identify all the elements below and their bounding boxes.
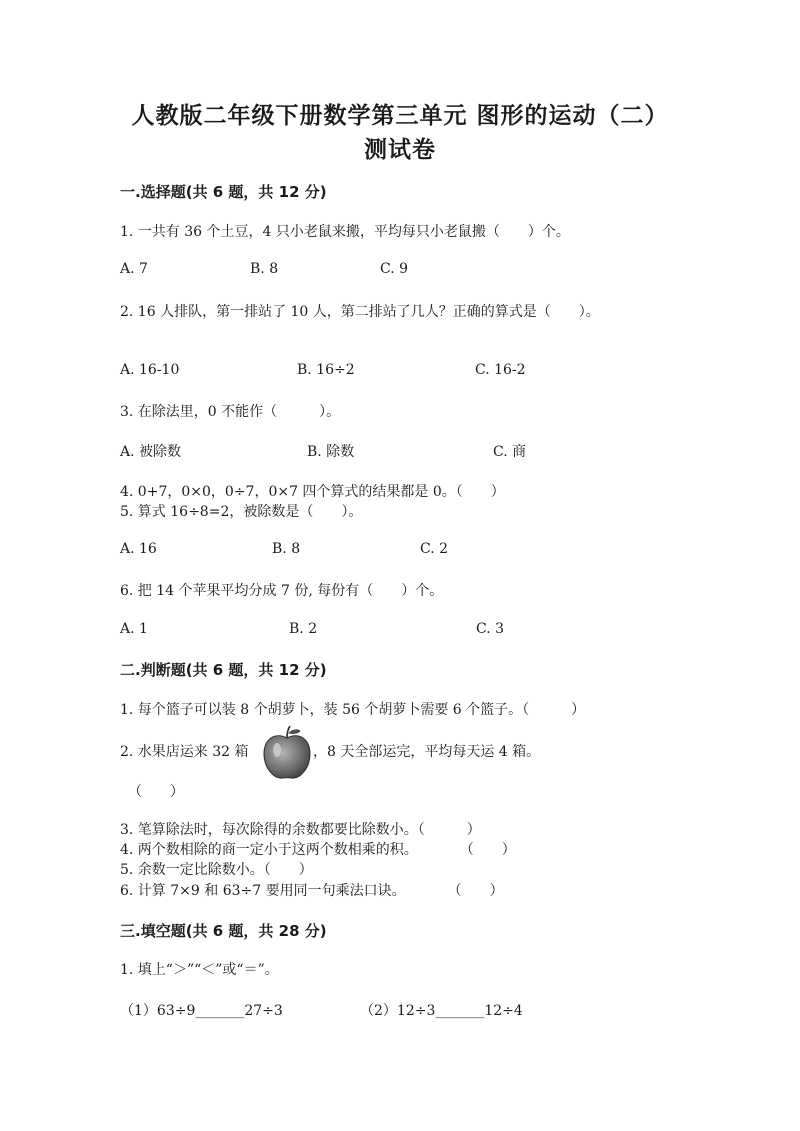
section-heading-judge: 二.判断题(共 6 题，共 12 分) xyxy=(120,661,327,679)
question-2-2-suffix: ，8 天全部运完，平均每天运 4 箱。 xyxy=(313,744,541,760)
apple-image xyxy=(262,724,312,780)
option-c: C. 9 xyxy=(380,261,409,277)
fill-item-1: （1）63÷9_______27÷3 xyxy=(120,1003,283,1019)
option-c: C. 商 xyxy=(493,444,527,460)
option-b: B. 8 xyxy=(250,261,279,277)
section-heading-fill: 三.填空题(共 6 题，共 28 分) xyxy=(120,922,327,940)
question-2-1: 1. 每个篮子可以装 8 个胡萝卜，装 56 个胡萝卜需要 6 个篮子。（ ） xyxy=(120,702,586,718)
answer-blank: （ ） xyxy=(128,784,184,800)
question-1-4: 4. 0+7，0×0，0÷7，0×7 四个算式的结果都是 0。（ ） xyxy=(120,484,505,500)
page-title: 人教版二年级下册数学第三单元 图形的运动（二） xyxy=(131,103,669,129)
option-c: C. 2 xyxy=(420,541,449,557)
option-b: B. 16÷2 xyxy=(297,362,355,378)
question-2-4: 4. 两个数相除的商一定小于这两个数相乘的积。 （ ） xyxy=(120,842,516,858)
option-a: A. 1 xyxy=(120,621,148,637)
question-1-3: 3. 在除法里，0 不能作（ ）。 xyxy=(120,404,341,420)
fill-item-2: （2）12÷3_______12÷4 xyxy=(360,1003,523,1019)
page-subtitle: 测试卷 xyxy=(364,137,436,163)
option-c: C. 3 xyxy=(476,621,505,637)
question-2-3: 3. 笔算除法时，每次除得的余数都要比除数小。（ ） xyxy=(120,822,481,838)
question-3-1: 1. 填上“＞”“＜”或“＝”。 xyxy=(120,962,279,978)
option-b: B. 8 xyxy=(272,541,301,557)
question-1-2: 2. 16 人排队，第一排站了 10 人，第二排站了几人？正确的算式是（ ）。 xyxy=(120,304,600,320)
option-a: A. 16-10 xyxy=(120,362,180,378)
option-a: A. 16 xyxy=(120,541,157,557)
question-2-5: 5. 余数一定比除数小。（ ） xyxy=(120,862,313,878)
question-2-6: 6. 计算 7×9 和 63÷7 要用同一句乘法口诀。 （ ） xyxy=(120,883,504,899)
question-1-1: 1. 一共有 36 个土豆，4 只小老鼠来搬，平均每只小老鼠搬（ ）个。 xyxy=(120,224,570,240)
option-a: A. 被除数 xyxy=(120,444,182,460)
section-heading-choice: 一.选择题(共 6 题，共 12 分) xyxy=(120,183,327,201)
question-1-5: 5. 算式 16÷8=2，被除数是（ ）。 xyxy=(120,504,363,520)
option-a: A. 7 xyxy=(120,261,148,277)
question-2-2-prefix: 2. 水果店运来 32 箱 xyxy=(120,744,249,760)
option-c: C. 16-2 xyxy=(475,362,526,378)
question-1-6: 6. 把 14 个苹果平均分成 7 份, 每份有（ ）个。 xyxy=(120,583,444,599)
option-b: B. 除数 xyxy=(307,444,355,460)
option-b: B. 2 xyxy=(289,621,318,637)
